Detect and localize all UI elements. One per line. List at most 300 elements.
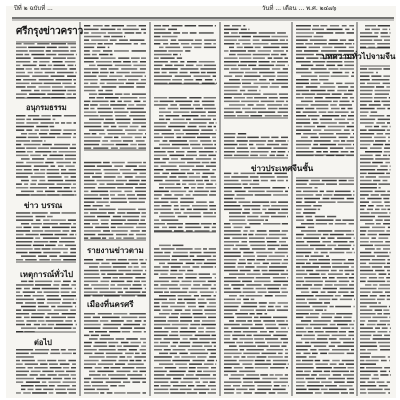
text-line-segment	[190, 338, 198, 340]
text-line-segment	[332, 349, 349, 351]
text-line-segment	[296, 155, 314, 157]
text-line-segment	[159, 144, 170, 146]
text-line-segment	[89, 119, 104, 121]
text-line-segment	[248, 29, 249, 31]
text-line-segment	[286, 320, 288, 322]
text-line-segment	[53, 68, 68, 70]
text-line-segment	[84, 25, 90, 27]
text-line-segment	[248, 90, 257, 92]
text-line-segment	[16, 43, 22, 45]
text-line-segment	[125, 75, 143, 77]
text-line-segment	[125, 129, 136, 131]
text-line-segment	[84, 75, 97, 77]
text-line-segment	[212, 230, 216, 232]
text-line-segment	[100, 270, 116, 272]
text-line-segment	[24, 295, 31, 297]
text-line-segment	[256, 259, 265, 261]
text-line-segment	[48, 65, 53, 67]
text-line-segment	[84, 291, 98, 293]
text-line-segment	[387, 129, 390, 131]
text-line-segment	[229, 345, 237, 347]
text-line-segment	[139, 183, 146, 185]
text-line-segment	[183, 137, 196, 139]
text-line-segment	[254, 381, 271, 383]
text-line-segment	[62, 83, 71, 85]
text-line-segment	[383, 198, 389, 200]
text-line-segment	[233, 385, 240, 387]
text-line-segment	[274, 385, 280, 387]
text-line-segment	[326, 155, 334, 157]
text-line-segment	[271, 36, 288, 38]
text-line-segment	[252, 187, 270, 189]
text-line-segment	[388, 108, 391, 110]
text-line-segment	[377, 313, 382, 315]
text-line-segment	[336, 155, 345, 157]
text-line-segment	[169, 371, 185, 373]
text-line-segment	[84, 205, 91, 207]
text-line-segment	[281, 273, 288, 275]
text-line-segment	[180, 72, 188, 74]
text-line-segment	[310, 324, 328, 326]
text-line-segment	[154, 291, 163, 293]
text-line-segment	[205, 313, 216, 315]
text-line-segment	[142, 381, 146, 383]
text-line-segment	[248, 104, 254, 106]
text-line-segment	[354, 306, 355, 308]
text-line-segment	[383, 104, 390, 106]
text-line-segment	[194, 47, 201, 49]
text-line-segment	[256, 277, 270, 279]
text-line-segment	[108, 212, 115, 214]
text-line-segment	[68, 97, 77, 99]
text-line-segment	[224, 327, 228, 329]
text-line-segment	[187, 173, 194, 175]
text-line-segment	[99, 209, 116, 211]
text-line-segment	[390, 252, 391, 254]
text-line-segment	[360, 313, 376, 315]
text-line-segment	[347, 126, 354, 128]
text-line-segment	[224, 277, 236, 279]
text-line-segment	[101, 263, 109, 265]
text-line-segment	[73, 353, 76, 355]
text-line-segment	[104, 137, 112, 139]
text-line-segment	[146, 259, 147, 261]
text-line-segment	[63, 259, 76, 261]
text-line-segment	[320, 119, 332, 121]
text-line-segment	[224, 245, 234, 247]
text-line-segment	[296, 367, 314, 369]
text-line-segment	[360, 133, 374, 135]
text-line-segment	[180, 320, 192, 322]
text-line-segment	[296, 356, 307, 358]
text-line-segment	[187, 392, 198, 394]
text-line-segment	[63, 129, 76, 131]
text-line-segment	[360, 201, 369, 203]
text-line-segment	[189, 97, 201, 99]
text-line-segment	[360, 180, 372, 182]
text-line-segment	[235, 313, 248, 315]
text-line-segment	[318, 230, 333, 232]
text-line-segment	[339, 180, 347, 182]
text-line-segment	[237, 194, 254, 196]
text-line-segment	[24, 43, 35, 45]
text-line-segment	[124, 93, 130, 95]
text-line-segment	[43, 219, 50, 221]
text-line-segment	[166, 115, 180, 117]
text-line-segment	[315, 360, 321, 362]
text-line-segment	[16, 216, 33, 218]
text-line-segment	[134, 101, 140, 103]
text-line-segment	[296, 187, 312, 189]
text-line-segment	[367, 324, 376, 326]
text-line-segment	[369, 277, 377, 279]
text-line-segment	[141, 345, 146, 347]
text-line-segment	[296, 281, 304, 283]
text-line-segment	[61, 284, 69, 286]
text-line-segment	[250, 327, 264, 329]
text-line-segment	[60, 363, 70, 365]
text-line-segment	[329, 223, 333, 225]
text-line-segment	[288, 140, 289, 142]
text-line-segment	[378, 288, 390, 290]
text-line-segment	[196, 173, 200, 175]
text-line-segment	[235, 75, 242, 77]
text-line-segment	[296, 50, 302, 52]
text-line-segment	[267, 342, 282, 344]
text-line-segment	[16, 176, 28, 178]
text-line-segment	[360, 245, 373, 247]
text-line-segment	[110, 288, 122, 290]
text-line-segment	[170, 353, 177, 355]
text-line-segment	[68, 349, 76, 351]
text-line-segment	[333, 374, 341, 376]
text-line-segment	[161, 165, 177, 167]
text-line-segment	[377, 108, 386, 110]
text-line-segment	[174, 230, 184, 232]
text-line-segment	[36, 219, 41, 221]
text-line-segment	[276, 331, 288, 333]
text-line-segment	[374, 126, 379, 128]
text-line-segment	[382, 29, 387, 31]
text-line-segment	[388, 140, 390, 142]
text-line-segment	[208, 155, 216, 157]
text-line-segment	[34, 173, 45, 175]
text-line-segment	[201, 115, 206, 117]
text-line-segment	[330, 306, 334, 308]
text-line-segment	[237, 137, 246, 139]
text-line-segment	[84, 270, 99, 272]
text-line-segment	[28, 367, 33, 369]
text-line-segment	[372, 227, 385, 229]
text-line-segment	[360, 194, 369, 196]
text-line-segment	[254, 83, 271, 85]
text-line-segment	[224, 90, 237, 92]
text-line-segment	[296, 248, 314, 250]
text-line-segment	[255, 392, 267, 394]
text-line-segment	[360, 212, 370, 214]
text-line-segment	[162, 147, 180, 149]
text-line-segment	[84, 32, 89, 34]
text-line-segment	[224, 302, 241, 304]
text-line-segment	[313, 320, 331, 322]
text-line-segment	[89, 338, 98, 340]
text-line-segment	[369, 263, 386, 265]
text-line-segment	[240, 295, 245, 297]
text-line-segment	[16, 349, 33, 351]
text-line-segment	[113, 313, 127, 315]
text-line-segment	[320, 25, 327, 27]
text-line-segment	[321, 237, 326, 239]
text-line-segment	[16, 212, 30, 214]
text-line-segment	[312, 353, 318, 355]
text-line-segment	[296, 313, 309, 315]
text-line-segment	[28, 47, 45, 49]
text-line-segment	[334, 320, 352, 322]
text-line-segment	[109, 331, 120, 333]
text-line-segment	[216, 83, 217, 85]
text-line-segment	[281, 137, 288, 139]
text-line-segment	[244, 209, 250, 211]
text-line-segment	[276, 320, 284, 322]
text-line-segment	[344, 61, 354, 63]
text-line-segment	[349, 25, 354, 27]
text-line-segment	[84, 104, 89, 106]
text-line-segment	[224, 241, 239, 243]
text-line-segment	[266, 191, 283, 193]
text-line-segment	[213, 374, 216, 376]
text-line-segment	[154, 43, 160, 45]
text-line-segment	[53, 284, 59, 286]
text-line-segment	[296, 68, 309, 70]
text-line-segment	[278, 353, 282, 355]
text-line-segment	[315, 392, 322, 394]
text-line-segment	[360, 122, 374, 124]
text-line-segment	[257, 345, 268, 347]
text-line-segment	[142, 230, 146, 232]
text-line-segment	[201, 295, 211, 297]
text-line-segment	[317, 126, 326, 128]
text-line-segment	[16, 241, 32, 243]
text-line-segment	[310, 39, 327, 41]
text-line-segment	[201, 266, 213, 268]
text-line-segment	[169, 288, 180, 290]
text-line-segment	[93, 295, 103, 297]
text-line-segment	[296, 216, 303, 218]
text-line-segment	[296, 273, 307, 275]
text-line-segment	[253, 335, 271, 337]
text-line-segment	[34, 324, 40, 326]
text-line-segment	[189, 216, 201, 218]
text-line-segment	[40, 129, 49, 131]
text-line-segment	[385, 144, 390, 146]
text-line-segment	[183, 338, 188, 340]
text-line-segment	[236, 43, 240, 45]
text-line-segment	[368, 129, 385, 131]
text-line-segment	[365, 223, 374, 225]
text-line-segment	[387, 295, 390, 297]
text-line-segment	[241, 29, 247, 31]
text-line-segment	[301, 230, 316, 232]
text-line-segment	[16, 252, 28, 254]
text-line-segment	[240, 309, 254, 311]
text-line-segment	[16, 381, 23, 383]
text-line-segment	[185, 227, 201, 229]
text-line-segment	[287, 255, 288, 257]
text-line-segment	[101, 223, 108, 225]
text-line-segment	[224, 29, 238, 31]
text-line-segment	[168, 108, 179, 110]
text-line-segment	[250, 313, 255, 315]
text-line-segment	[31, 317, 44, 319]
text-line-segment	[296, 331, 306, 333]
text-line-segment	[288, 187, 289, 189]
text-line-segment	[260, 331, 267, 333]
text-line-segment	[270, 367, 284, 369]
text-line-segment	[329, 39, 338, 41]
text-line-segment	[314, 327, 321, 329]
text-line-segment	[154, 36, 160, 38]
text-line-segment	[70, 309, 76, 311]
text-line-segment	[61, 173, 76, 175]
text-line-segment	[311, 180, 320, 182]
text-line-segment	[249, 144, 253, 146]
text-line-segment	[224, 133, 236, 135]
text-line-segment	[243, 183, 248, 185]
text-line-segment	[296, 133, 301, 135]
text-line-segment	[182, 288, 188, 290]
text-line-segment	[296, 144, 311, 146]
text-line-segment	[65, 180, 76, 182]
text-line-segment	[159, 353, 168, 355]
text-line-segment	[51, 219, 66, 221]
text-line-segment	[16, 284, 34, 286]
text-line-segment	[132, 93, 146, 95]
text-line-segment	[84, 320, 98, 322]
text-line-segment	[16, 374, 27, 376]
text-line-segment	[314, 97, 322, 99]
text-line-segment	[16, 331, 23, 333]
text-line-segment	[354, 299, 355, 301]
text-line-segment	[306, 86, 318, 88]
text-line-segment	[134, 169, 146, 171]
text-line-segment	[224, 324, 240, 326]
text-line-segment	[365, 248, 375, 250]
text-line-segment	[107, 183, 124, 185]
text-line-segment	[106, 353, 123, 355]
text-line-segment	[130, 144, 137, 146]
text-line-segment	[91, 335, 99, 337]
text-line-segment	[26, 129, 32, 131]
text-line-segment	[312, 306, 327, 308]
text-line-segment	[360, 356, 370, 358]
text-line-segment	[296, 381, 305, 383]
text-line-segment	[273, 317, 287, 319]
text-line-segment	[375, 191, 386, 193]
text-line-segment	[310, 83, 320, 85]
text-line-segment	[24, 144, 41, 146]
text-line-segment	[16, 151, 26, 153]
text-line-segment	[104, 169, 118, 171]
text-line-segment	[16, 187, 28, 189]
text-line-segment	[243, 331, 257, 333]
text-line-segment	[328, 378, 345, 380]
text-line-segment	[190, 32, 197, 34]
text-line-segment	[352, 248, 354, 250]
text-line-segment	[271, 216, 286, 218]
text-line-segment	[316, 151, 321, 153]
text-line-segment	[224, 68, 229, 70]
text-line-segment	[339, 385, 352, 387]
text-line-segment	[371, 356, 385, 358]
text-line-segment	[108, 32, 123, 34]
text-line-segment	[16, 122, 24, 124]
text-line-segment	[97, 371, 113, 373]
text-line-segment	[130, 126, 139, 128]
text-line-segment	[133, 65, 146, 67]
text-line-segment	[384, 335, 390, 337]
text-line-segment	[16, 360, 20, 362]
text-line-segment	[22, 360, 35, 362]
text-line-segment	[32, 313, 45, 315]
text-line-segment	[307, 219, 314, 221]
text-line-segment	[224, 223, 230, 225]
text-line-segment	[377, 324, 386, 326]
text-line-segment	[278, 201, 288, 203]
text-line-segment	[16, 75, 30, 77]
text-line-segment	[304, 50, 318, 52]
text-line-segment	[372, 317, 387, 319]
text-line-segment	[330, 363, 337, 365]
text-line-segment	[210, 209, 216, 211]
text-line-segment	[102, 237, 106, 239]
text-line-segment	[215, 363, 216, 365]
text-line-segment	[143, 392, 147, 394]
text-line-segment	[64, 115, 76, 117]
text-line-segment	[269, 392, 276, 394]
text-line-segment	[242, 324, 253, 326]
text-line-segment	[243, 291, 256, 293]
text-line-segment	[176, 248, 193, 250]
text-line-segment	[314, 36, 324, 38]
text-line-segment	[213, 255, 216, 257]
text-line-segment	[193, 194, 208, 196]
text-line-segment	[121, 137, 132, 139]
text-line-segment	[231, 284, 244, 286]
text-line-segment	[103, 324, 121, 326]
text-line-segment	[316, 223, 328, 225]
text-line-segment	[114, 50, 129, 52]
text-line-segment	[93, 317, 100, 319]
text-line-segment	[183, 129, 200, 131]
text-line-segment	[332, 335, 346, 337]
text-line-segment	[254, 263, 260, 265]
text-line-segment	[16, 126, 34, 128]
text-line-segment	[341, 151, 349, 153]
text-line-segment	[21, 327, 36, 329]
text-line-segment	[381, 194, 390, 196]
text-line-segment	[296, 122, 310, 124]
text-line-segment	[344, 93, 353, 95]
text-line-segment	[230, 50, 246, 52]
text-line-segment	[371, 75, 381, 77]
text-line-segment	[33, 295, 44, 297]
text-line-segment	[308, 331, 314, 333]
text-line-segment	[360, 198, 365, 200]
text-line-segment	[47, 169, 59, 171]
text-line-segment	[123, 237, 134, 239]
text-line-segment	[263, 93, 277, 95]
text-line-segment	[247, 216, 258, 218]
